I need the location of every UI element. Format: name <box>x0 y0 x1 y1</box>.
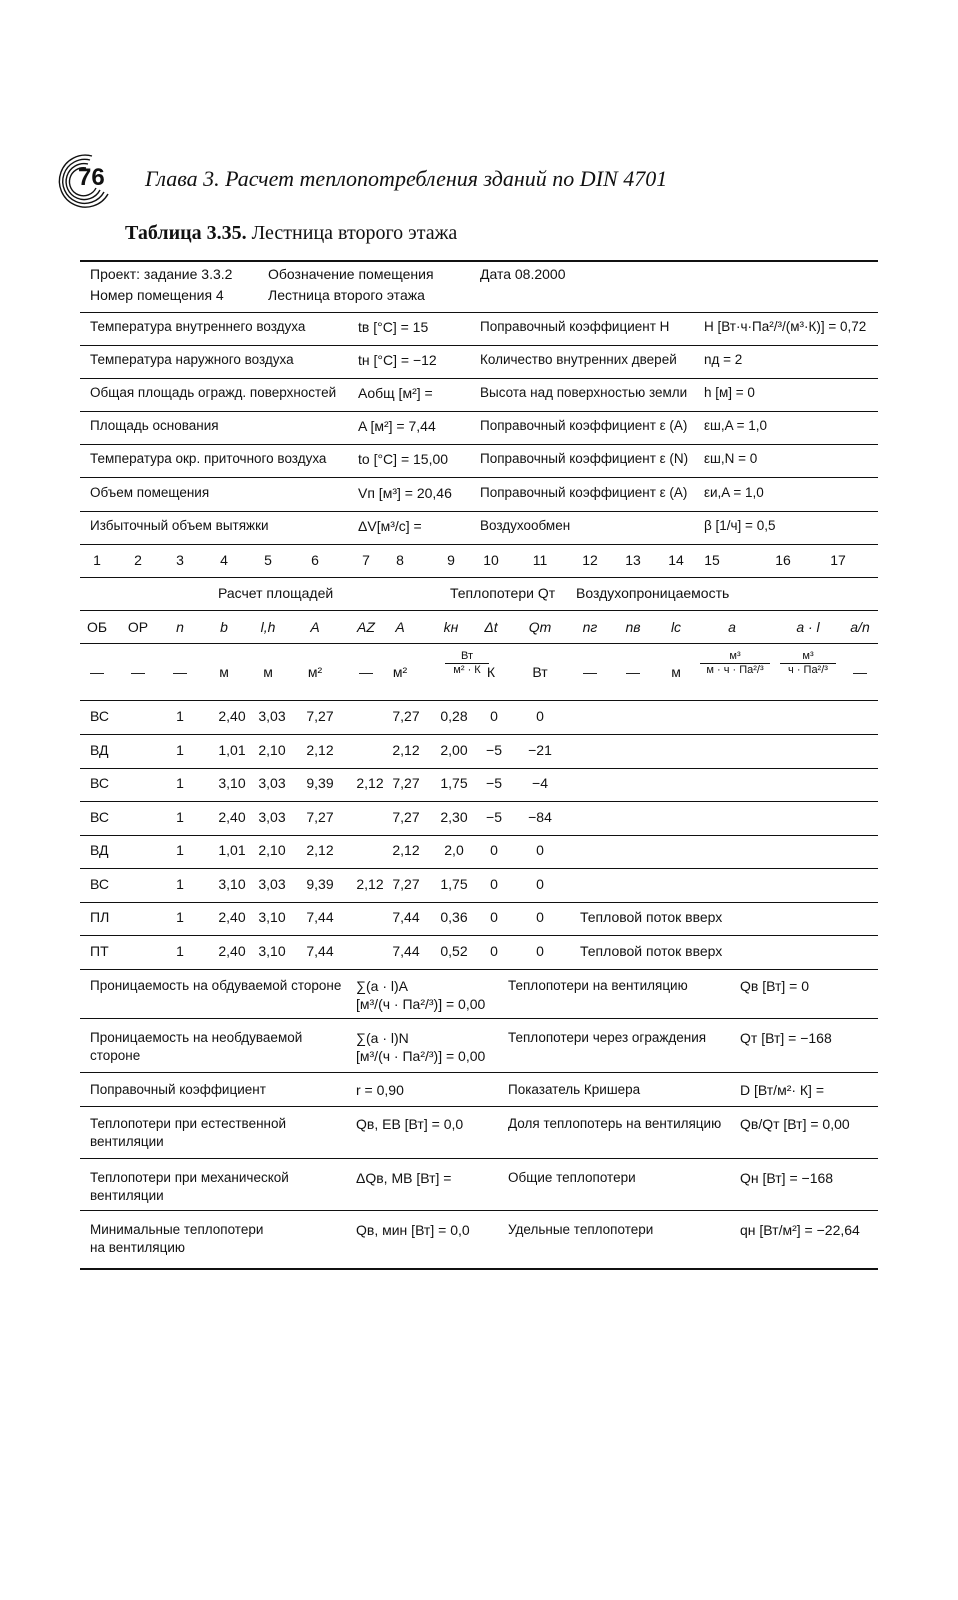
table-cell-a: 7,27 <box>306 708 334 724</box>
param-value: ΔV[м³/с] = <box>358 518 422 534</box>
table-cell-n: 1 <box>176 909 184 925</box>
table-cell-k: 1,75 <box>440 875 468 892</box>
summary-label-cont: вентиляции <box>90 1134 164 1149</box>
table-cell-q: 0 <box>536 875 544 892</box>
table-cell-a2: 7,44 <box>392 909 420 925</box>
table-cell-n: 1 <box>176 741 184 758</box>
table-cell-ob: ВС <box>90 808 109 825</box>
column-symbol: ОР <box>127 619 149 635</box>
column-number: 8 <box>396 552 404 568</box>
table-cell-dt: −5 <box>486 775 502 791</box>
table-cell-lh: 2,10 <box>258 842 286 858</box>
table-cell-b: 1,01 <box>218 741 246 758</box>
table-cell-ob: ПЛ <box>90 909 110 925</box>
table-cell-a: 2,12 <box>306 842 334 858</box>
summary-label-right: Доля теплопотерь на вентиляцию <box>508 1116 722 1131</box>
page-number: 76 <box>78 164 105 191</box>
project-label: Проект: задание 3.3.2 <box>90 266 233 282</box>
table-cell-a2: 7,27 <box>392 708 420 724</box>
table-cell-q: 0 <box>536 942 544 959</box>
row-note: Тепловой поток вверх <box>580 942 723 959</box>
row-note: Тепловой поток вверх <box>580 909 723 925</box>
summary-label-right: Общие теплопотери <box>508 1170 636 1185</box>
table-cell-lh: 3,03 <box>258 875 286 892</box>
summary-label-cont: на вентиляцию <box>90 1240 186 1255</box>
summary-label: Теплопотери при механической <box>90 1170 289 1185</box>
table-cell-n: 1 <box>176 875 184 892</box>
table-cell-q: 0 <box>536 842 544 858</box>
table-cell-ob: ВС <box>90 708 109 724</box>
param-label-right: Поправочный коэффициент ε (A) <box>480 485 688 500</box>
row-rule <box>80 1018 878 1019</box>
table-cell-dt: 0 <box>490 842 498 858</box>
row-rule <box>80 1072 878 1073</box>
param-label-right: Количество внутренних дверей <box>480 352 677 367</box>
row-rule <box>80 1158 878 1159</box>
unit-a: м³ м · ч · Па²/³ <box>700 650 770 677</box>
table-cell-a: 2,12 <box>306 741 334 758</box>
column-number: 11 <box>532 552 548 568</box>
table-cell-dt: 0 <box>490 909 498 925</box>
param-value: Vп [м³] = 20,46 <box>358 485 452 501</box>
table-cell-a: 9,39 <box>306 775 334 791</box>
summary-value-cont: [м³/(ч · Па²/³)] = 0,00 <box>356 1048 486 1064</box>
table-cell-b: 2,40 <box>218 708 246 724</box>
summary-value-right: Qн [Вт] = −168 <box>740 1170 834 1186</box>
table-cell-dt: −5 <box>486 808 502 825</box>
table-cell-az: 2,12 <box>356 775 384 791</box>
param-label-right: Поправочный коэффициент H <box>480 319 670 334</box>
table-title-text: Лестница второго этажа <box>251 222 458 244</box>
column-number: 5 <box>264 552 272 568</box>
table-cell-k: 0,28 <box>440 708 468 724</box>
row-rule <box>80 544 878 545</box>
column-unit: Вт <box>532 664 548 680</box>
row-rule <box>80 801 878 802</box>
summary-label: Проницаемость на необдуваемой <box>90 1030 303 1045</box>
summary-label-cont: вентиляции <box>90 1188 164 1203</box>
param-value-right: εш,N = 0 <box>704 451 758 466</box>
table-title <box>125 222 457 245</box>
table-cell-a2: 7,27 <box>392 808 420 825</box>
column-number: 4 <box>220 552 228 568</box>
table-cell-lh: 3,03 <box>258 775 286 791</box>
column-number: 15 <box>704 552 720 568</box>
table-cell-a: 7,44 <box>306 909 334 925</box>
column-symbol: b <box>220 619 228 635</box>
column-unit: м <box>671 664 681 680</box>
table-cell-ob: ПТ <box>90 942 109 959</box>
table-cell-k: 2,00 <box>440 741 468 758</box>
column-unit: — <box>626 664 640 680</box>
table-cell-lh: 3,03 <box>258 708 286 724</box>
row-rule <box>80 768 878 769</box>
param-label: Температура окр. приточного воздуха <box>90 451 327 466</box>
column-number: 16 <box>775 552 791 568</box>
param-label-right: Высота над поверхностью земли <box>480 385 688 400</box>
summary-value-right: Qв/Qт [Вт] = 0,00 <box>740 1116 850 1132</box>
table-title-number: Таблица 3.35. <box>125 222 247 244</box>
table-cell-a: 7,27 <box>306 808 334 825</box>
table-cell-k: 2,0 <box>444 842 464 858</box>
table-cell-b: 3,10 <box>218 775 246 791</box>
row-rule <box>80 868 878 869</box>
table-cell-ob: ВД <box>90 741 109 758</box>
summary-value: ∑(a · l)N <box>356 1030 409 1046</box>
param-label: Площадь основания <box>90 418 219 433</box>
summary-label: Теплопотери при естественной <box>90 1116 287 1131</box>
unit-al: м³ ч · Па²/³ <box>780 650 836 677</box>
column-symbol: n <box>176 619 184 635</box>
summary-value: Qв, мин [Вт] = 0,0 <box>356 1222 470 1238</box>
summary-label-right: Теплопотери на вентиляцию <box>508 978 688 993</box>
table-cell-b: 2,40 <box>218 808 246 825</box>
row-rule <box>80 969 878 970</box>
param-value-right: εи,A = 1,0 <box>704 485 764 500</box>
table-cell-b: 2,40 <box>218 909 246 925</box>
param-value-right: nд = 2 <box>704 352 743 367</box>
summary-value: ΔQв, МВ [Вт] = <box>356 1170 452 1186</box>
row-rule <box>80 345 878 346</box>
summary-value: ∑(a · l)A <box>356 978 408 994</box>
param-label: Объем помещения <box>90 485 210 500</box>
column-unit: — <box>583 664 597 680</box>
column-symbol: a/n <box>850 619 870 635</box>
param-label: Общая площадь огражд. поверхностей <box>90 385 337 400</box>
group-area-calc: Расчет площадей <box>218 585 334 601</box>
summary-value-cont: [м³/(ч · Па²/³)] = 0,00 <box>356 996 486 1012</box>
column-number: 7 <box>362 552 370 568</box>
param-label: Избыточный объем вытяжки <box>90 518 269 533</box>
row-rule <box>80 511 878 512</box>
column-symbol: l,h <box>260 619 276 635</box>
table-cell-k: 0,36 <box>440 909 468 925</box>
param-value-right: h [м] = 0 <box>704 385 755 400</box>
row-rule <box>80 1210 878 1211</box>
table-cell-b: 2,40 <box>218 942 246 959</box>
param-label-right: Воздухообмен <box>480 518 571 533</box>
param-value-right: H [Вт·ч·Па²/³/(м³·К)] = 0,72 <box>704 319 867 334</box>
summary-label-right: Удельные теплопотери <box>508 1222 654 1237</box>
summary-value-right: qн [Вт/м²] = −22,64 <box>740 1222 860 1238</box>
param-value: Aобщ [м²] = <box>358 385 433 401</box>
column-number: 2 <box>134 552 142 568</box>
column-unit: — <box>853 664 867 680</box>
table-cell-dt: 0 <box>490 708 498 724</box>
column-symbol: Qт <box>528 619 552 635</box>
room-name: Лестница второго этажа <box>268 287 425 303</box>
table-cell-q: −84 <box>528 808 552 825</box>
column-unit: м² <box>392 664 408 680</box>
row-rule <box>80 902 878 903</box>
param-value: tо [°C] = 15,00 <box>358 451 449 467</box>
column-number: 6 <box>311 552 319 568</box>
row-rule <box>80 444 878 445</box>
table-cell-a2: 7,27 <box>392 875 420 892</box>
table-cell-a: 7,44 <box>306 942 334 959</box>
summary-value: Qв, ЕВ [Вт] = 0,0 <box>356 1116 464 1132</box>
column-symbol: lс <box>670 619 682 635</box>
param-value: tв [°C] = 15 <box>358 319 429 335</box>
table-cell-n: 1 <box>176 808 184 825</box>
column-number: 9 <box>447 552 455 568</box>
table-cell-dt: 0 <box>490 875 498 892</box>
column-symbol: a · l <box>796 619 820 635</box>
row-rule <box>80 935 878 936</box>
table-cell-ob: ВД <box>90 842 109 858</box>
summary-value-right: Qт [Вт] = −168 <box>740 1030 832 1046</box>
table-cell-lh: 2,10 <box>258 741 286 758</box>
param-label: Температура наружного воздуха <box>90 352 294 367</box>
table-cell-q: −4 <box>532 775 548 791</box>
column-unit: м² <box>307 664 323 680</box>
column-number: 1 <box>93 552 101 568</box>
table-cell-a2: 7,27 <box>392 775 420 791</box>
table-cell-lh: 3,10 <box>258 909 286 925</box>
row-rule <box>80 1268 878 1270</box>
row-rule <box>80 835 878 836</box>
row-rule <box>80 477 878 478</box>
param-value-right: β [1/ч] = 0,5 <box>704 518 776 533</box>
table-cell-a2: 7,44 <box>392 942 420 959</box>
summary-label: Поправочный коэффициент <box>90 1082 266 1097</box>
column-unit: м <box>263 664 273 680</box>
table-cell-lh: 3,10 <box>258 942 286 959</box>
column-unit: — <box>90 664 104 680</box>
table-cell-n: 1 <box>176 842 184 858</box>
summary-value-right: Qв [Вт] = 0 <box>740 978 810 994</box>
table-cell-k: 0,52 <box>440 942 468 959</box>
table-cell-dt: −5 <box>486 741 502 758</box>
room-number: Номер помещения 4 <box>90 287 224 303</box>
column-number: 17 <box>830 552 846 568</box>
summary-value: r = 0,90 <box>356 1082 404 1098</box>
column-number: 10 <box>483 552 499 568</box>
summary-label: Проницаемость на обдуваемой стороне <box>90 978 342 993</box>
group-air-permeability: Воздухопроницаемость <box>576 585 730 601</box>
column-number: 3 <box>176 552 184 568</box>
param-label-right: Поправочный коэффициент ε (N) <box>480 451 689 466</box>
table-cell-ob: ВС <box>90 875 109 892</box>
column-unit: — <box>131 664 145 680</box>
table-cell-a2: 2,12 <box>392 842 420 858</box>
table-cell-az: 2,12 <box>356 875 384 892</box>
summary-value-right: D [Вт/м²· К] = <box>740 1082 825 1098</box>
group-heat-loss: Теплопотери Qт <box>450 585 556 601</box>
date: Дата 08.2000 <box>480 266 566 282</box>
column-unit: К <box>486 664 496 680</box>
table-cell-dt: 0 <box>490 942 498 959</box>
column-symbol: AZ <box>357 619 375 635</box>
param-value: A [м²] = 7,44 <box>358 418 436 434</box>
column-symbol: A <box>395 619 405 635</box>
row-rule <box>80 411 878 412</box>
param-value-right: εш,A = 1,0 <box>704 418 768 433</box>
column-number: 14 <box>668 552 684 568</box>
param-label: Температура внутреннего воздуха <box>90 319 306 334</box>
column-symbol: nг <box>582 619 598 635</box>
column-symbol: a <box>728 619 736 635</box>
chapter-title: Глава 3. Расчет теплопотребления зданий по DIN 4701 <box>145 166 668 191</box>
row-rule <box>80 734 878 735</box>
table-cell-b: 3,10 <box>218 875 246 892</box>
table-cell-n: 1 <box>176 942 184 959</box>
column-number: 12 <box>582 552 598 568</box>
table-cell-q: 0 <box>536 909 544 925</box>
column-unit: — <box>173 664 187 680</box>
table-cell-n: 1 <box>176 708 184 724</box>
room-designation-label: Обозначение помещения <box>268 266 434 282</box>
row-rule <box>80 378 878 379</box>
table-cell-n: 1 <box>176 775 184 791</box>
unit-k: Вт м² · К <box>445 650 489 677</box>
column-unit: — <box>359 664 373 680</box>
table-cell-k: 1,75 <box>440 775 468 791</box>
column-symbol: ОБ <box>86 619 108 635</box>
column-unit: м <box>219 664 229 680</box>
table-cell-q: 0 <box>536 708 544 724</box>
table-top-rule <box>80 260 878 262</box>
table-cell-q: −21 <box>528 741 552 758</box>
param-label-right: Поправочный коэффициент ε (A) <box>480 418 688 433</box>
table-cell-lh: 3,03 <box>258 808 286 825</box>
column-number: 13 <box>625 552 641 568</box>
table-cell-k: 2,30 <box>440 808 468 825</box>
column-symbol: nв <box>625 619 641 635</box>
param-value: tн [°C] = −12 <box>358 352 437 368</box>
column-symbol: kн <box>443 619 459 635</box>
summary-label-right: Показатель Кришера <box>508 1082 641 1097</box>
summary-label-cont: стороне <box>90 1048 141 1063</box>
table-cell-ob: ВС <box>90 775 109 791</box>
summary-label: Минимальные теплопотери <box>90 1222 264 1237</box>
table-cell-a: 9,39 <box>306 875 334 892</box>
table-cell-b: 1,01 <box>218 842 246 858</box>
row-rule <box>80 1106 878 1107</box>
column-symbol: A <box>310 619 320 635</box>
column-symbol: Δt <box>484 619 498 635</box>
table-cell-a2: 2,12 <box>392 741 420 758</box>
summary-label-right: Теплопотери через ограждения <box>508 1030 707 1045</box>
